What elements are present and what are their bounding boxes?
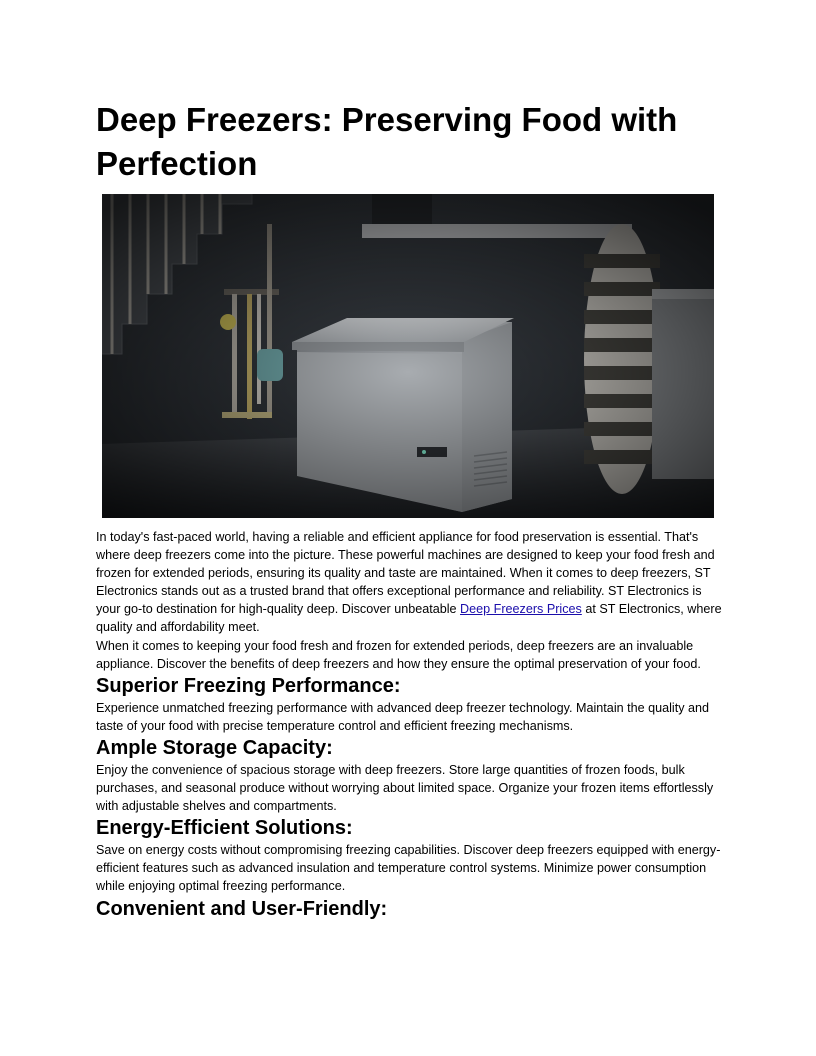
intro-paragraph-2: When it comes to keeping your food fresh and frozen for extended periods, deep freezers are an invaluable appliance. Discover the benefits of deep freezers and how they ensure the optimal preservation of your food. <box>96 638 701 671</box>
page-title: Deep Freezers: Preserving Food with Perfection <box>96 101 678 182</box>
chest-freezer-photo <box>102 194 714 518</box>
section-text: Experience unmatched freezing performance with advanced deep freezer technology. Maintain the quality and taste of your food with precise temperature control and efficient freezing mechanisms. <box>96 700 710 733</box>
section-heading: Ample Storage Capacity: <box>96 736 333 759</box>
article-body <box>96 528 724 922</box>
section-text: Save on energy costs without compromising freezing capabilities. Discover deep freezers equipped with energy-efficient features such as advanced insulation and temperature control systems. Minimize power consumption while enjoying optimal freezing performance. <box>96 843 721 894</box>
intro-paragraph: In today's fast-paced world, having a reliable and efficient appliance for food preservation is essential. That's where deep freezers come into the picture. These powerful machines are designed to keep your food fresh and frozen for extended periods, ensuring its quality and taste are maintained. When it comes to deep freezers, ST Electronics stands out as a trusted brand that offers exceptional performance and reliability. ST Electronics is your go-to destination for high-quality deep. Discover unbeatable Deep Freezers Prices at ST Electronics, where quality and affordability meet. <box>96 530 722 635</box>
section-text: Enjoy the convenience of spacious storage with deep freezers. Store large quantities of frozen foods, bulk purchases, and seasonal produce without worrying about limited space. Organize your frozen items effortlessly with adjustable shelves and compartments. <box>96 762 714 814</box>
section-heading: Energy-Efficient Solutions: <box>96 817 353 840</box>
section-heading: Convenient and User-Friendly: <box>96 897 388 920</box>
section-heading: Superior Freezing Performance: <box>96 674 401 697</box>
deep-freezers-prices-link[interactable]: Deep Freezers Prices <box>460 602 582 617</box>
